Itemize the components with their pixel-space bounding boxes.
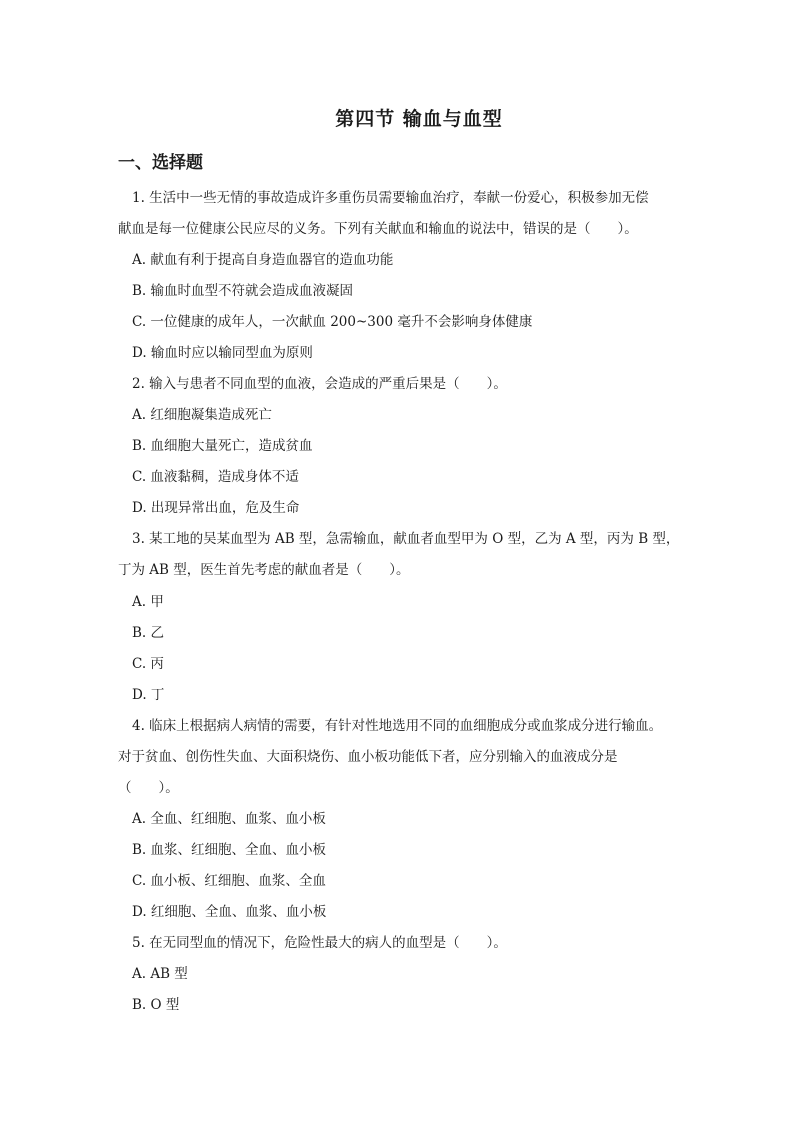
question-2-option-b: B. 血细胞大量死亡，造成贫血 bbox=[132, 438, 313, 454]
question-4-option-d: D. 红细胞、全血、血浆、血小板 bbox=[132, 904, 327, 920]
question-3-line-1: 3. 某工地的吴某血型为 AB 型，急需输血，献血者血型甲为 O 型，乙为 A 型，丙为 B 型， bbox=[132, 531, 680, 547]
question-3-option-a: A. 甲 bbox=[132, 594, 164, 610]
question-2-option-d: D. 出现异常出血，危及生命 bbox=[132, 500, 300, 516]
question-1-line-1: 1. 生活中一些无情的事故造成许多重伤员需要输血治疗，奉献一份爱心，积极参加无偿 bbox=[132, 190, 649, 206]
question-4-option-a: A. 全血、红细胞、血浆、血小板 bbox=[132, 811, 326, 827]
question-1-option-b: B. 输血时血型不符就会造成血液凝固 bbox=[132, 283, 354, 299]
question-3-option-b: B. 乙 bbox=[132, 625, 165, 641]
question-2-option-c: C. 血液黏稠，造成身体不适 bbox=[132, 469, 299, 485]
question-3-option-d: D. 丁 bbox=[132, 687, 165, 703]
section-heading: 一、选择题 bbox=[118, 153, 203, 173]
question-2-option-a: A. 红细胞凝集造成死亡 bbox=[132, 407, 272, 423]
question-5-option-b: B. O 型 bbox=[132, 997, 180, 1013]
question-1-line-2: 献血是每一位健康公民应尽的义务。下列有关献血和输血的说法中，错误的是（ ）。 bbox=[118, 221, 638, 237]
question-4-line-3: （ ）。 bbox=[118, 780, 179, 796]
question-4-line-2: 对于贫血、创伤性失血、大面积烧伤、血小板功能低下者，应分别输入的血液成分是 bbox=[118, 749, 618, 765]
question-4-option-b: B. 血浆、红细胞、全血、血小板 bbox=[132, 842, 327, 858]
question-2-line-1: 2. 输入与患者不同血型的血液，会造成的严重后果是（ ）。 bbox=[132, 376, 507, 392]
question-1-option-a: A. 献血有利于提高自身造血器官的造血功能 bbox=[132, 252, 394, 268]
question-5-option-a: A. AB 型 bbox=[132, 966, 188, 982]
question-3-line-2: 丁为 AB 型，医生首先考虑的献血者是（ ）。 bbox=[118, 562, 410, 578]
question-1-option-c: C. 一位健康的成年人，一次献血 200~300 毫升不会影响身体健康 bbox=[132, 314, 533, 330]
page-title: 第四节 输血与血型 bbox=[335, 108, 503, 130]
question-5-line-1: 5. 在无同型血的情况下，危险性最大的病人的血型是（ ）。 bbox=[132, 935, 507, 951]
question-4-option-c: C. 血小板、红细胞、血浆、全血 bbox=[132, 873, 326, 889]
question-3-option-c: C. 丙 bbox=[132, 656, 164, 672]
question-4-line-1: 4. 临床上根据病人病情的需要，有针对性地选用不同的血细胞成分或血浆成分进行输血。 bbox=[132, 718, 663, 734]
question-1-option-d: D. 输血时应以输同型血为原则 bbox=[132, 345, 313, 361]
